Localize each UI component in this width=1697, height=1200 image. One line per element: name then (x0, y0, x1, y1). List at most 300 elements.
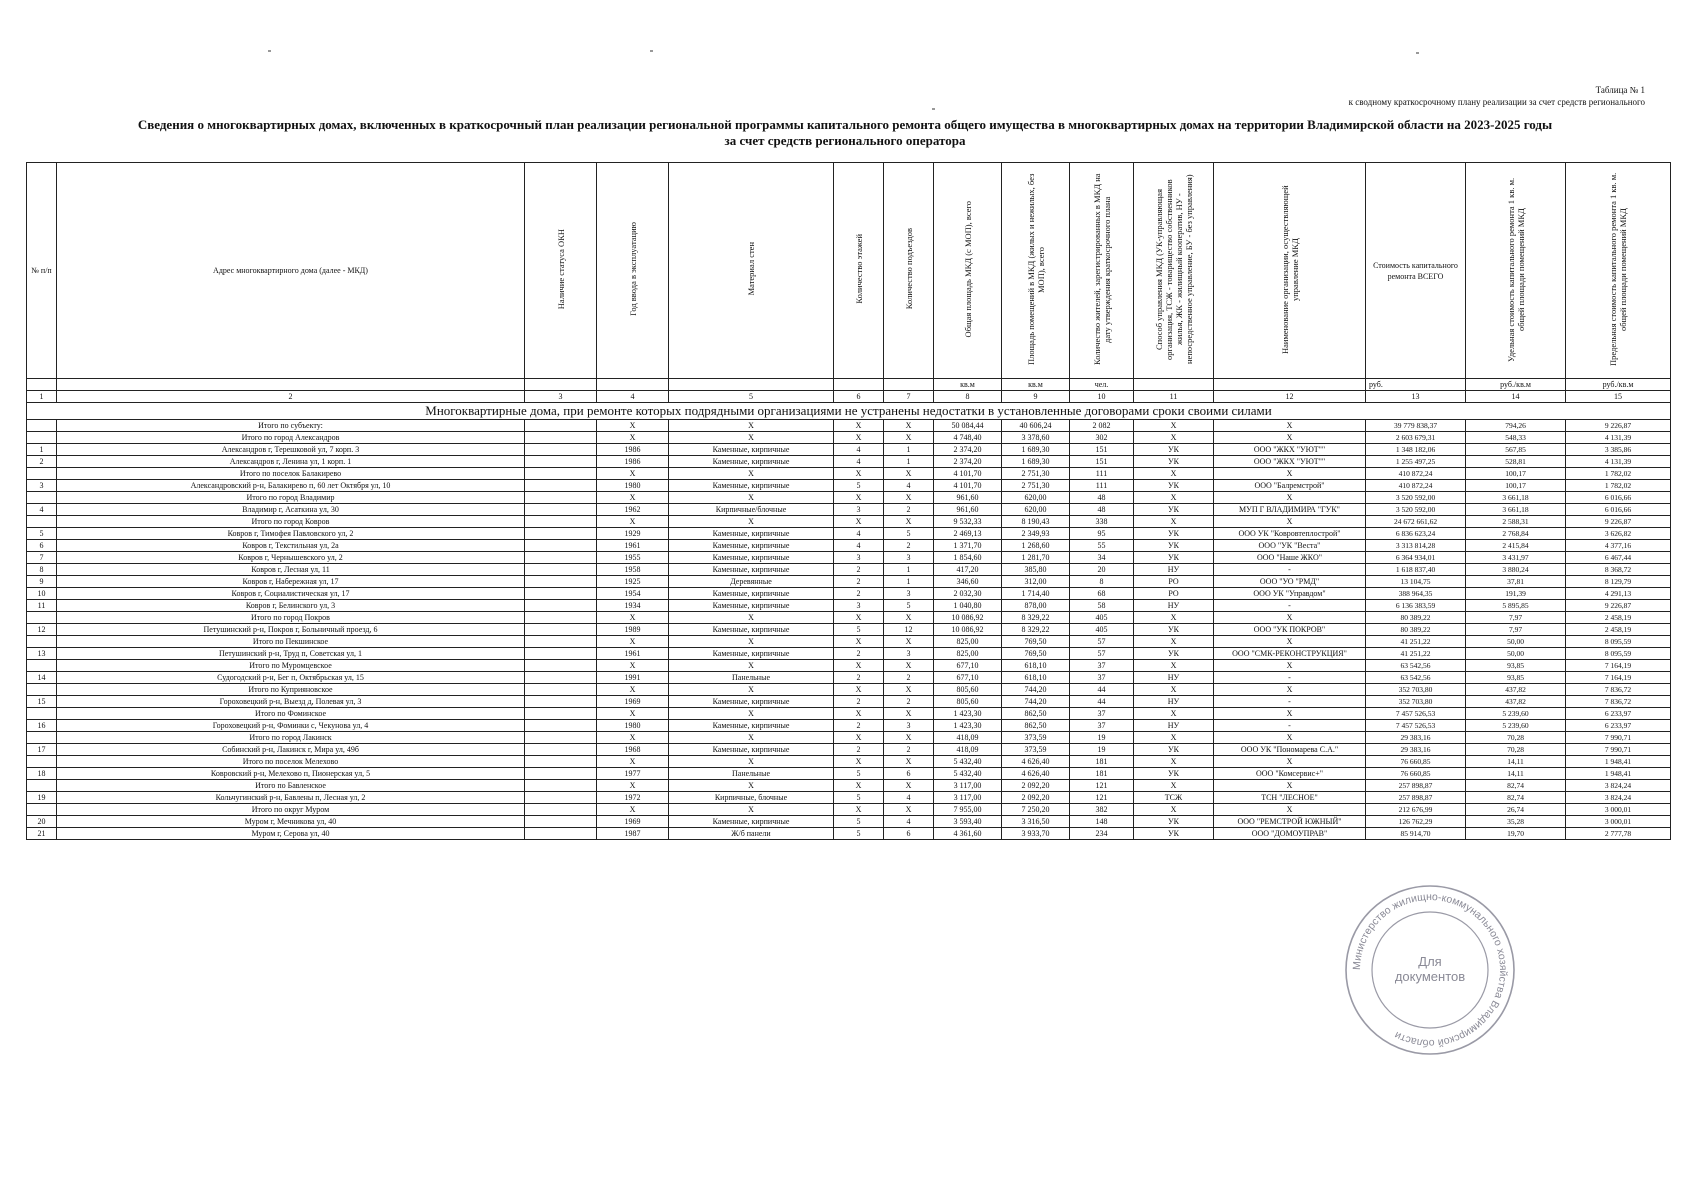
row-management-method: УК (1134, 828, 1214, 840)
row-limit-cost: 6 016,66 (1566, 492, 1671, 504)
row-limit-cost: 3 000,01 (1566, 804, 1671, 816)
row-address: Ковров г, Белинского ул, 3 (57, 600, 525, 612)
subtotal-row (27, 420, 1671, 432)
table-reference (1045, 84, 1645, 108)
column-number: 3 (525, 391, 597, 403)
row-year: 1977 (597, 768, 669, 780)
row-okn (525, 492, 597, 504)
row-address: Муром г, Серова ул, 40 (57, 828, 525, 840)
row-entrances: X (884, 432, 934, 444)
row-year: 1929 (597, 528, 669, 540)
row-residents: 95 (1070, 528, 1134, 540)
row-total-area: 805,60 (934, 696, 1002, 708)
row-unit-cost: 567,85 (1466, 444, 1566, 456)
row-management-org: X (1214, 756, 1366, 768)
row-okn (525, 528, 597, 540)
row-total-area: 5 432,40 (934, 768, 1002, 780)
row-address: Итого по округ Муром (57, 804, 525, 816)
row-unit-cost: 35,28 (1466, 816, 1566, 828)
row-total-cost: 1 618 837,40 (1366, 564, 1466, 576)
row-management-method: УК (1134, 540, 1214, 552)
row-entrances: 6 (884, 768, 934, 780)
row-management-org: - (1214, 696, 1366, 708)
row-management-method: УК (1134, 552, 1214, 564)
row-limit-cost: 8 095,59 (1566, 648, 1671, 660)
row-floors: X (834, 780, 884, 792)
row-address: Итого по город Покров (57, 612, 525, 624)
row-limit-cost: 7 164,19 (1566, 672, 1671, 684)
row-year: 1980 (597, 480, 669, 492)
row-management-method: X (1134, 756, 1214, 768)
row-number: 13 (27, 648, 57, 660)
subtotal-row (27, 636, 1671, 648)
row-number: 12 (27, 624, 57, 636)
row-address: Александровский р-н, Балакирево п, 60 лет Октября ул, 10 (57, 480, 525, 492)
row-okn (525, 756, 597, 768)
col-header-residents: Количество жителей, зарегистрированных в МКД на дату утверждения краткосрочного плана (1070, 163, 1134, 379)
row-residents: 37 (1070, 660, 1134, 672)
row-number (27, 516, 57, 528)
row-number (27, 432, 57, 444)
row-unit-cost: 82,74 (1466, 792, 1566, 804)
row-number: 18 (27, 768, 57, 780)
table-row (27, 600, 1671, 612)
row-premises-area: 618,10 (1002, 660, 1070, 672)
row-total-cost: 1 348 182,06 (1366, 444, 1466, 456)
row-total-cost: 39 779 838,37 (1366, 420, 1466, 432)
row-unit-cost: 70,28 (1466, 744, 1566, 756)
table-row (27, 816, 1671, 828)
col-header-material: Материал стен (669, 163, 834, 379)
row-management-method: УК (1134, 456, 1214, 468)
row-management-org: X (1214, 420, 1366, 432)
row-material: X (669, 420, 834, 432)
row-total-area: 1 854,60 (934, 552, 1002, 564)
row-year: 1934 (597, 600, 669, 612)
row-floors: X (834, 708, 884, 720)
row-residents: 37 (1070, 708, 1134, 720)
row-management-method: X (1134, 492, 1214, 504)
row-management-method: УК (1134, 816, 1214, 828)
row-address: Кольчугинский р-н, Бавлены п, Лесная ул, 2 (57, 792, 525, 804)
row-residents: 405 (1070, 612, 1134, 624)
row-okn (525, 564, 597, 576)
row-year: 1991 (597, 672, 669, 684)
row-year: 1986 (597, 456, 669, 468)
row-total-area: 3 593,40 (934, 816, 1002, 828)
row-year: X (597, 684, 669, 696)
row-total-cost: 2 603 679,31 (1366, 432, 1466, 444)
row-number: 5 (27, 528, 57, 540)
row-floors: 2 (834, 648, 884, 660)
row-unit-cost: 437,82 (1466, 684, 1566, 696)
row-premises-area: 3 378,60 (1002, 432, 1070, 444)
row-okn (525, 708, 597, 720)
row-residents: 19 (1070, 744, 1134, 756)
row-entrances: 4 (884, 816, 934, 828)
row-okn (525, 576, 597, 588)
row-limit-cost: 7 164,19 (1566, 660, 1671, 672)
row-entrances: 4 (884, 792, 934, 804)
row-address: Итого по Пекшинское (57, 636, 525, 648)
row-address: Итого по Муромцевское (57, 660, 525, 672)
row-management-org: X (1214, 612, 1366, 624)
row-number: 7 (27, 552, 57, 564)
table-row (27, 828, 1671, 840)
table-body (27, 420, 1671, 840)
row-premises-area: 744,20 (1002, 684, 1070, 696)
row-year: 1968 (597, 744, 669, 756)
row-premises-area: 8 329,22 (1002, 612, 1070, 624)
row-management-org: ООО "ЖКХ "УЮТ"" (1214, 456, 1366, 468)
row-management-org: ООО "УК "Веста" (1214, 540, 1366, 552)
row-number: 11 (27, 600, 57, 612)
row-management-org: ООО "Наше ЖКО" (1214, 552, 1366, 564)
row-management-org: X (1214, 780, 1366, 792)
row-residents: 148 (1070, 816, 1134, 828)
row-total-area: 677,10 (934, 672, 1002, 684)
row-okn (525, 612, 597, 624)
row-total-cost: 80 389,22 (1366, 624, 1466, 636)
row-total-cost: 13 104,75 (1366, 576, 1466, 588)
row-management-method: РО (1134, 588, 1214, 600)
row-management-method: НУ (1134, 672, 1214, 684)
row-address: Ковров г, Набережная ул, 17 (57, 576, 525, 588)
row-number: 3 (27, 480, 57, 492)
row-year: 1987 (597, 828, 669, 840)
row-residents: 68 (1070, 588, 1134, 600)
row-number: 14 (27, 672, 57, 684)
row-address: Итого по Бавленское (57, 780, 525, 792)
column-number: 1 (27, 391, 57, 403)
row-unit-cost: 7,97 (1466, 612, 1566, 624)
row-residents: 151 (1070, 456, 1134, 468)
row-number: 20 (27, 816, 57, 828)
table-header-row (27, 163, 1671, 379)
row-management-method: X (1134, 468, 1214, 480)
row-material: X (669, 492, 834, 504)
row-total-area: 3 117,00 (934, 780, 1002, 792)
row-total-area: 3 117,00 (934, 792, 1002, 804)
row-entrances: 6 (884, 828, 934, 840)
row-total-cost: 257 898,87 (1366, 792, 1466, 804)
row-limit-cost: 7 836,72 (1566, 684, 1671, 696)
row-address: Ковров г, Социалистическая ул, 17 (57, 588, 525, 600)
row-entrances: 5 (884, 528, 934, 540)
row-number (27, 612, 57, 624)
row-unit-cost: 14,11 (1466, 768, 1566, 780)
row-premises-area: 2 349,93 (1002, 528, 1070, 540)
row-unit-cost: 82,74 (1466, 780, 1566, 792)
row-total-area: 346,60 (934, 576, 1002, 588)
subtotal-row (27, 432, 1671, 444)
subtotal-row (27, 516, 1671, 528)
row-unit-cost: 50,00 (1466, 636, 1566, 648)
row-material: Каменные, кирпичные (669, 552, 834, 564)
row-entrances: X (884, 516, 934, 528)
scan-artifact (932, 108, 935, 110)
row-limit-cost: 4 131,39 (1566, 432, 1671, 444)
row-unit-cost: 50,00 (1466, 648, 1566, 660)
row-number (27, 420, 57, 432)
col-header-premises-area: Площадь помещений в МКД (жилых и нежилых, без МОП), всего (1002, 163, 1070, 379)
column-number: 5 (669, 391, 834, 403)
row-premises-area: 1 689,30 (1002, 444, 1070, 456)
row-limit-cost: 9 226,87 (1566, 420, 1671, 432)
column-number: 14 (1466, 391, 1566, 403)
col-header-entrances: Количество подъездов (884, 163, 934, 379)
row-material: Каменные, кирпичные (669, 696, 834, 708)
unit-label: руб./кв.м (1566, 379, 1671, 391)
row-floors: 5 (834, 480, 884, 492)
row-limit-cost: 2 777,78 (1566, 828, 1671, 840)
row-address: Итого по поселок Мелехово (57, 756, 525, 768)
col-header-management-org: Наименование организации, осуществляющей управление МКД (1214, 163, 1366, 379)
row-material: X (669, 468, 834, 480)
row-number (27, 660, 57, 672)
subtotal-row (27, 708, 1671, 720)
row-limit-cost: 1 948,41 (1566, 768, 1671, 780)
row-material: X (669, 708, 834, 720)
row-unit-cost: 100,17 (1466, 480, 1566, 492)
row-year: 1989 (597, 624, 669, 636)
row-premises-area: 8 190,43 (1002, 516, 1070, 528)
row-year: X (597, 492, 669, 504)
row-total-cost: 41 251,22 (1366, 636, 1466, 648)
row-floors: 2 (834, 588, 884, 600)
row-number: 21 (27, 828, 57, 840)
row-management-method: НУ (1134, 564, 1214, 576)
row-okn (525, 588, 597, 600)
row-total-cost: 352 703,80 (1366, 684, 1466, 696)
row-residents: 234 (1070, 828, 1134, 840)
row-material: Каменные, кирпичные (669, 540, 834, 552)
row-year: X (597, 708, 669, 720)
column-number: 8 (934, 391, 1002, 403)
row-total-area: 5 432,40 (934, 756, 1002, 768)
row-limit-cost: 3 824,24 (1566, 780, 1671, 792)
column-number: 7 (884, 391, 934, 403)
row-management-org: X (1214, 708, 1366, 720)
row-limit-cost: 3 385,86 (1566, 444, 1671, 456)
table-row (27, 444, 1671, 456)
row-premises-area: 620,00 (1002, 492, 1070, 504)
row-year: X (597, 732, 669, 744)
row-okn (525, 456, 597, 468)
row-year: 1980 (597, 720, 669, 732)
row-entrances: 5 (884, 600, 934, 612)
col-header-floors: Количество этажей (834, 163, 884, 379)
row-management-org: ООО "ДОМОУПРАВ" (1214, 828, 1366, 840)
row-total-area: 9 532,33 (934, 516, 1002, 528)
row-number: 2 (27, 456, 57, 468)
row-residents: 302 (1070, 432, 1134, 444)
row-total-area: 677,10 (934, 660, 1002, 672)
row-material: X (669, 684, 834, 696)
title-line-2: за счет средств регионального оператора (724, 133, 966, 148)
row-entrances: 12 (884, 624, 934, 636)
row-residents: 405 (1070, 624, 1134, 636)
row-floors: 5 (834, 768, 884, 780)
row-address: Итого по Куприяновское (57, 684, 525, 696)
scan-artifact (268, 50, 271, 52)
row-residents: 181 (1070, 756, 1134, 768)
row-okn (525, 516, 597, 528)
row-address: Итого по город Владимир (57, 492, 525, 504)
row-limit-cost: 8 129,79 (1566, 576, 1671, 588)
column-number: 9 (1002, 391, 1070, 403)
row-management-org: X (1214, 732, 1366, 744)
row-residents: 57 (1070, 648, 1134, 660)
row-entrances: X (884, 420, 934, 432)
row-limit-cost: 3 000,01 (1566, 816, 1671, 828)
row-total-cost: 63 542,56 (1366, 660, 1466, 672)
row-premises-area: 2 751,30 (1002, 480, 1070, 492)
row-material: Ж/б панели (669, 828, 834, 840)
row-okn (525, 480, 597, 492)
row-management-org: ООО УК "Ковровтеплострой" (1214, 528, 1366, 540)
row-total-cost: 6 364 934,01 (1366, 552, 1466, 564)
row-management-org: X (1214, 636, 1366, 648)
row-entrances: X (884, 660, 934, 672)
row-floors: X (834, 684, 884, 696)
row-okn (525, 672, 597, 684)
row-unit-cost: 2 415,84 (1466, 540, 1566, 552)
row-entrances: 3 (884, 588, 934, 600)
row-number: 15 (27, 696, 57, 708)
row-premises-area: 2 092,20 (1002, 792, 1070, 804)
row-total-area: 2 469,13 (934, 528, 1002, 540)
row-floors: 4 (834, 540, 884, 552)
row-residents: 111 (1070, 468, 1134, 480)
subtotal-row (27, 732, 1671, 744)
column-number: 4 (597, 391, 669, 403)
row-unit-cost: 70,28 (1466, 732, 1566, 744)
column-number: 15 (1566, 391, 1671, 403)
column-number: 2 (57, 391, 525, 403)
row-limit-cost: 7 990,71 (1566, 744, 1671, 756)
row-address: Гороховецкий р-н, Выезд д, Полевая ул, 3 (57, 696, 525, 708)
row-entrances: X (884, 780, 934, 792)
row-okn (525, 636, 597, 648)
row-floors: 2 (834, 576, 884, 588)
row-limit-cost: 1 782,02 (1566, 468, 1671, 480)
table-row (27, 564, 1671, 576)
row-limit-cost: 7 990,71 (1566, 732, 1671, 744)
document-title (60, 117, 1630, 149)
row-okn (525, 684, 597, 696)
row-material: Каменные, кирпичные (669, 456, 834, 468)
row-material: Кирпичные, блочные (669, 792, 834, 804)
row-premises-area: 862,50 (1002, 720, 1070, 732)
row-entrances: 3 (884, 720, 934, 732)
row-floors: X (834, 612, 884, 624)
row-floors: X (834, 420, 884, 432)
row-floors: 3 (834, 504, 884, 516)
row-limit-cost: 2 458,19 (1566, 624, 1671, 636)
row-unit-cost: 93,85 (1466, 660, 1566, 672)
row-material: Каменные, кирпичные (669, 600, 834, 612)
row-management-org: ООО "РЕМСТРОЙ ЮЖНЫЙ" (1214, 816, 1366, 828)
row-unit-cost: 3 431,97 (1466, 552, 1566, 564)
row-material: X (669, 636, 834, 648)
row-total-cost: 76 660,85 (1366, 768, 1466, 780)
row-residents: 48 (1070, 504, 1134, 516)
row-management-org: X (1214, 492, 1366, 504)
row-entrances: X (884, 612, 934, 624)
row-total-cost: 212 676,99 (1366, 804, 1466, 816)
row-total-cost: 6 836 623,24 (1366, 528, 1466, 540)
row-total-cost: 41 251,22 (1366, 648, 1466, 660)
row-year: X (597, 516, 669, 528)
row-total-cost: 29 383,16 (1366, 732, 1466, 744)
row-floors: 2 (834, 672, 884, 684)
row-address: Итого по субъекту: (57, 420, 525, 432)
row-okn (525, 732, 597, 744)
row-management-org: ООО "СМК-РЕКОНСТРУКЦИЯ" (1214, 648, 1366, 660)
row-number (27, 636, 57, 648)
row-year: 1961 (597, 648, 669, 660)
row-unit-cost: 3 661,18 (1466, 504, 1566, 516)
row-material: Каменные, кирпичные (669, 624, 834, 636)
row-residents: 121 (1070, 792, 1134, 804)
row-total-cost: 63 542,56 (1366, 672, 1466, 684)
subtotal-row (27, 612, 1671, 624)
row-management-method: НУ (1134, 600, 1214, 612)
row-premises-area: 2 751,30 (1002, 468, 1070, 480)
row-floors: 2 (834, 720, 884, 732)
row-unit-cost: 794,26 (1466, 420, 1566, 432)
row-year: 1986 (597, 444, 669, 456)
row-premises-area: 862,50 (1002, 708, 1070, 720)
row-management-method: X (1134, 420, 1214, 432)
table-row (27, 588, 1671, 600)
unit-label: руб. (1366, 379, 1466, 391)
row-management-method: УК (1134, 744, 1214, 756)
row-management-org: ООО "Балремстрой" (1214, 480, 1366, 492)
row-address: Петушинский р-н, Покров г, Больничный проезд, 6 (57, 624, 525, 636)
row-okn (525, 744, 597, 756)
row-residents: 55 (1070, 540, 1134, 552)
row-unit-cost: 93,85 (1466, 672, 1566, 684)
row-address: Итого по поселок Балакирево (57, 468, 525, 480)
row-number (27, 804, 57, 816)
row-premises-area: 1 714,40 (1002, 588, 1070, 600)
row-limit-cost: 6 233,97 (1566, 708, 1671, 720)
table-row (27, 540, 1671, 552)
row-management-method: X (1134, 780, 1214, 792)
row-address: Собинский р-н, Лакинск г, Мира ул, 49б (57, 744, 525, 756)
row-okn (525, 828, 597, 840)
row-residents: 2 082 (1070, 420, 1134, 432)
row-unit-cost: 2 768,84 (1466, 528, 1566, 540)
row-premises-area: 385,80 (1002, 564, 1070, 576)
row-total-area: 1 371,70 (934, 540, 1002, 552)
row-management-org: X (1214, 660, 1366, 672)
row-number: 16 (27, 720, 57, 732)
unit-label: чел. (1070, 379, 1134, 391)
row-year: X (597, 636, 669, 648)
row-limit-cost: 8 368,72 (1566, 564, 1671, 576)
row-total-cost: 3 313 814,28 (1366, 540, 1466, 552)
row-material: Кирпичные/блочные (669, 504, 834, 516)
row-address: Ковров г, Тимофея Павловского ул, 2 (57, 528, 525, 540)
row-okn (525, 660, 597, 672)
row-address: Итого по город Александров (57, 432, 525, 444)
unit-label: кв.м (1002, 379, 1070, 391)
row-total-cost: 257 898,87 (1366, 780, 1466, 792)
row-premises-area: 373,59 (1002, 732, 1070, 744)
